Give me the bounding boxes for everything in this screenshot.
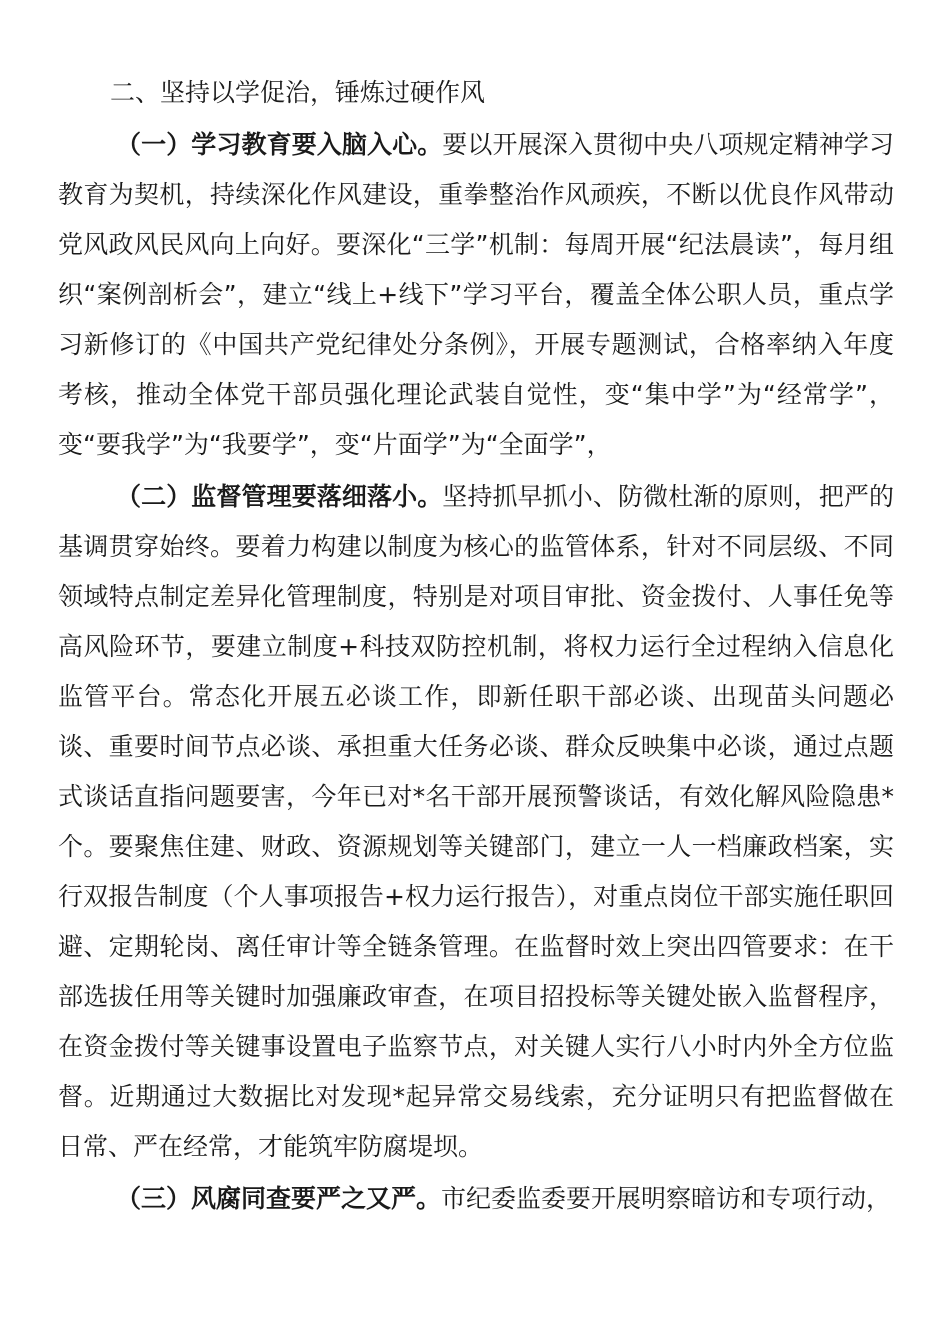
section-heading: 二、坚持以学促治，锤炼过硬作风 xyxy=(110,78,486,107)
paragraph-1 xyxy=(58,120,894,470)
paragraph-1-body: 要以开展深入贯彻中央八项规定精神学习教育为契机，持续深化作风建设，重拳整治作风顽疾，不断以优良作风带动党风政风民风向上向好。要深化“三学”机制：每周开展“纪法晨读”，每月组织“案例剖析会”，建立“线上+线下”学习平台，覆盖全体公职人员，重点学习新修订的《中国共产党纪律处分条例》，开展专题测试，合格率纳入年度考核，推动全体党干部员强化理论武装自觉性，变“集中学”为“经常学”，变“要我学”为“我要学”，变“片面学”为“全面学”， xyxy=(58,130,894,459)
paragraph-3 xyxy=(58,1174,894,1224)
paragraph-2 xyxy=(58,472,894,1172)
paragraph-1-lead: （一）学习教育要入脑入心。 xyxy=(116,130,443,159)
paragraph-3-lead: （三）风腐同查要严之又严。 xyxy=(116,1184,442,1213)
paragraph-3-body: 市纪委监委要开展明察暗访和专项行动， xyxy=(441,1184,892,1213)
paragraph-2-lead: （二）监督管理要落细落小。 xyxy=(116,482,443,511)
paragraph-2-body: 坚持抓早抓小、防微杜渐的原则，把严的基调贯穿始终。要着力构建以制度为核心的监管体系，针对不同层级、不同领域特点制定差异化管理制度，特别是对项目审批、资金拨付、人事任免等高风险环节，要建立制度+科技双防控机制，将权力运行全过程纳入信息化监管平台。常态化开展五必谈工作，即新任职干部必谈、出现苗头问题必谈、重要时间节点必谈、承担重大任务必谈、群众反映集中必谈，通过点题式谈话直指问题要害，今年已对*名干部开展预警谈话，有效化解风险隐患*个。要聚焦住建、财政、资源规划等关键部门，建立一人一档廉政档案，实行双报告制度（个人事项报告+权力运行报告），对重点岗位干部实施任职回避、定期轮岗、离任审计等全链条管理。在监督时效上突出四管要求：在干部选拔任用等关键时加强廉政审查，在项目招投标等关键处嵌入监督程序，在资金拨付等关键事设置电子监察节点，对关键人实行八小时内外全方位监督。近期通过大数据比对发现*起异常交易线索，充分证明只有把监督做在日常、严在经常，才能筑牢防腐堤坝。 xyxy=(58,482,894,1161)
document-page xyxy=(58,68,894,1226)
